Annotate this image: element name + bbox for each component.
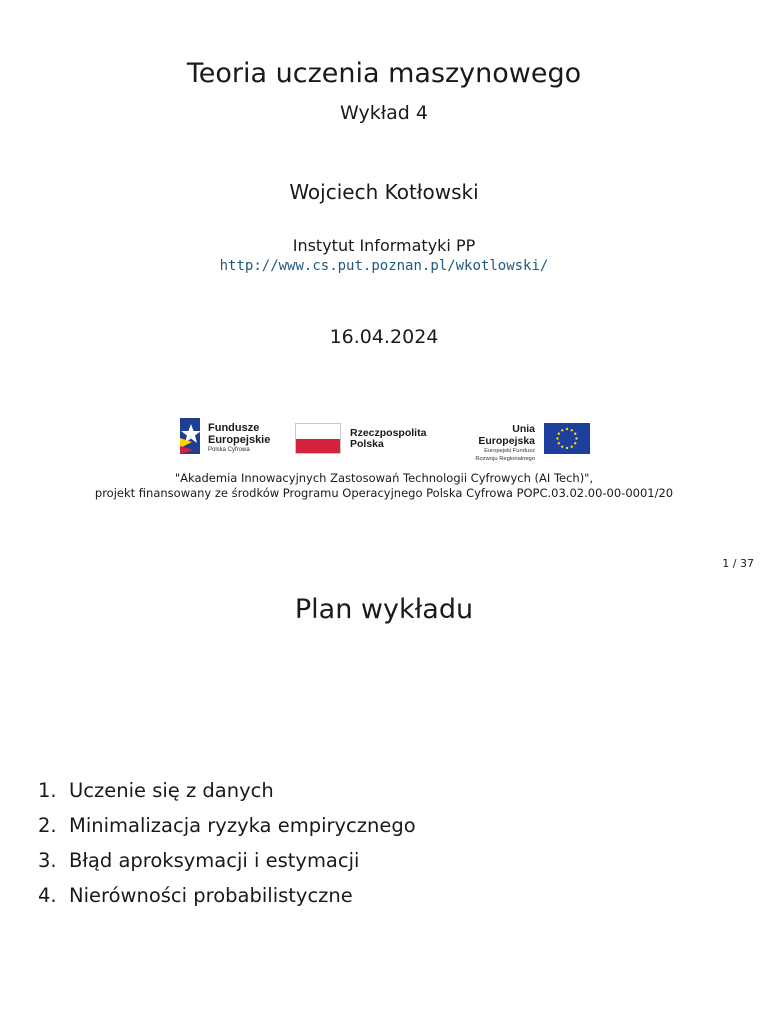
eu-star-icon	[575, 437, 577, 439]
lecture-plan-list	[38, 776, 416, 916]
eu-star-icon	[566, 447, 568, 449]
eu-star-icon	[558, 442, 560, 444]
eu-star-icon	[558, 433, 560, 435]
eu-star-icon	[571, 429, 573, 431]
ue-line2: Europejski Fundusz	[484, 448, 535, 454]
fundusze-europejskie-logo	[178, 416, 290, 458]
eu-star-icon	[556, 437, 558, 439]
eu-star-icon	[574, 442, 576, 444]
lecture-subtitle: Wykład 4	[340, 102, 428, 124]
item-number: 3.	[38, 849, 57, 872]
funding-line-2: projekt finansowany ze środków Programu Operacyjnego Polska Cyfrowa POPC.03.02.00-00-0001/20	[94, 486, 674, 500]
fe-line3: Polska Cyfrowa	[208, 447, 250, 453]
eu-star-icon	[561, 446, 563, 448]
fe-line1: Fundusze	[208, 422, 260, 434]
fe-star-icon	[178, 416, 204, 456]
author-name: Wojciech Kotłowski	[289, 180, 479, 204]
funding-line-1: "Akademia Innowacyjnych Zastosowań Technologii Cyfrowych (AI Tech)",	[174, 471, 594, 485]
eu-star-icon	[571, 446, 573, 448]
slide-title: Teoria uczenia maszynowego	[186, 58, 582, 89]
polish-flag-icon	[295, 423, 341, 454]
list-item	[38, 811, 416, 846]
institute-name: Instytut Informatyki PP	[292, 236, 476, 255]
funding-logos	[178, 416, 592, 462]
item-number: 4.	[38, 884, 57, 907]
plan-title: Plan wykładu	[294, 594, 474, 625]
fe-line2: Europejskie	[208, 434, 271, 446]
funding-note	[0, 471, 768, 501]
list-item	[38, 776, 416, 811]
rp-line1: Rzeczpospolita	[350, 427, 427, 439]
ue-line3: Rozwoju Regionalnego	[475, 456, 535, 462]
unia-europejska-logo	[455, 423, 535, 463]
lecture-date: 16.04.2024	[329, 326, 439, 348]
page-number: 1 / 37	[722, 557, 754, 570]
ue-line1: Unia Europejska	[478, 423, 535, 447]
list-item	[38, 881, 416, 916]
rp-line2: Polska	[350, 438, 384, 450]
item-text: Uczenie się z danych	[69, 779, 274, 802]
item-text: Nierówności probabilistyczne	[69, 884, 353, 907]
list-item	[38, 846, 416, 881]
eu-flag-icon	[544, 423, 590, 454]
author-url-link[interactable]: http://www.cs.put.poznan.pl/wkotlowski/	[219, 258, 549, 274]
eu-star-icon	[561, 429, 563, 431]
eu-star-icon	[574, 433, 576, 435]
item-text: Minimalizacja ryzyka empirycznego	[69, 814, 416, 837]
eu-star-icon	[566, 428, 568, 430]
item-number: 2.	[38, 814, 57, 837]
item-text: Błąd aproksymacji i estymacji	[69, 849, 360, 872]
rzeczpospolita-polska-logo	[350, 428, 426, 450]
item-number: 1.	[38, 779, 57, 802]
